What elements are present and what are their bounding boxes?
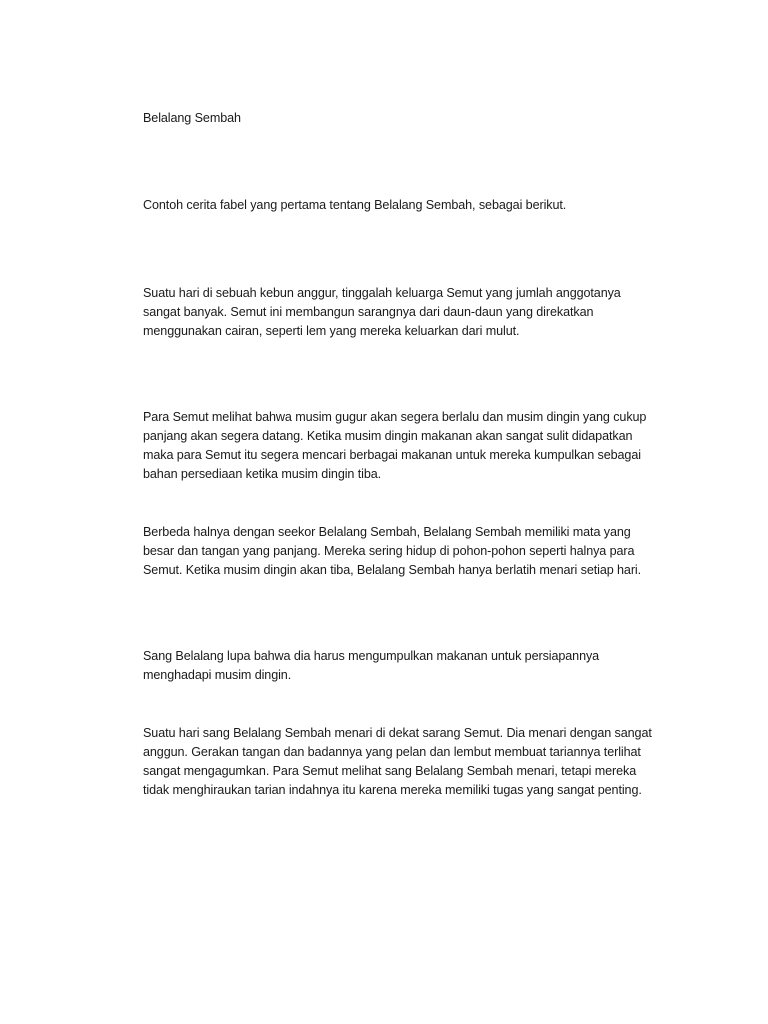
paragraph-mantis-forgets: [143, 647, 663, 685]
text-line: Semut. Ketika musim dingin akan tiba, Belalang Sembah hanya berlatih menari setiap hari.: [143, 563, 642, 577]
text-line: Para Semut melihat bahwa musim gugur akan segera berlalu dan musim dingin yang cukup: [143, 410, 647, 424]
text-line: anggun. Gerakan tangan dan badannya yang pelan dan lembut membuat tariannya terlihat: [143, 745, 641, 759]
text-line: Suatu hari di sebuah kebun anggur, tinggalah keluarga Semut yang jumlah anggotanya: [143, 286, 621, 300]
text-line: tidak menghiraukan tarian indahnya itu karena mereka memiliki tugas yang sangat penting.: [143, 783, 642, 797]
text-line: maka para Semut itu segera mencari berbagai makanan untuk mereka kumpulkan sebagai: [143, 448, 641, 462]
paragraph-winter-preparation: [143, 408, 663, 484]
text-line: Sang Belalang lupa bahwa dia harus mengumpulkan makanan untuk persiapannya: [143, 649, 600, 663]
text-line: Berbeda halnya dengan seekor Belalang Sembah, Belalang Sembah memiliki mata yang: [143, 525, 631, 539]
paragraph-intro: [143, 196, 663, 215]
text-line: menggunakan cairan, seperti lem yang mereka keluarkan dari mulut.: [143, 324, 520, 338]
text-line: bahan persediaan ketika musim dingin tiba.: [143, 467, 382, 481]
text-line: sangat mengagumkan. Para Semut melihat sang Belalang Sembah menari, tetapi mereka: [143, 764, 637, 778]
text-line: Suatu hari sang Belalang Sembah menari di dekat sarang Semut. Dia menari dengan sangat: [143, 726, 652, 740]
paragraph-mantis-dances: [143, 724, 663, 800]
text-line: besar dan tangan yang panjang. Mereka sering hidup di pohon-pohon seperti halnya para: [143, 544, 635, 558]
text-line: Belalang Sembah: [143, 111, 241, 125]
text-line: sangat banyak. Semut ini membangun sarangnya dari daun-daun yang direkatkan: [143, 305, 594, 319]
text-line: panjang akan segera datang. Ketika musim dingin makanan akan sangat sulit didapatkan: [143, 429, 633, 443]
document-title: [143, 109, 663, 128]
text-line: menghadapi musim dingin.: [143, 668, 292, 682]
paragraph-mantis-description: [143, 523, 663, 580]
text-line: Contoh cerita fabel yang pertama tentang Belalang Sembah, sebagai berikut.: [143, 198, 567, 212]
paragraph-ant-family: [143, 284, 663, 341]
